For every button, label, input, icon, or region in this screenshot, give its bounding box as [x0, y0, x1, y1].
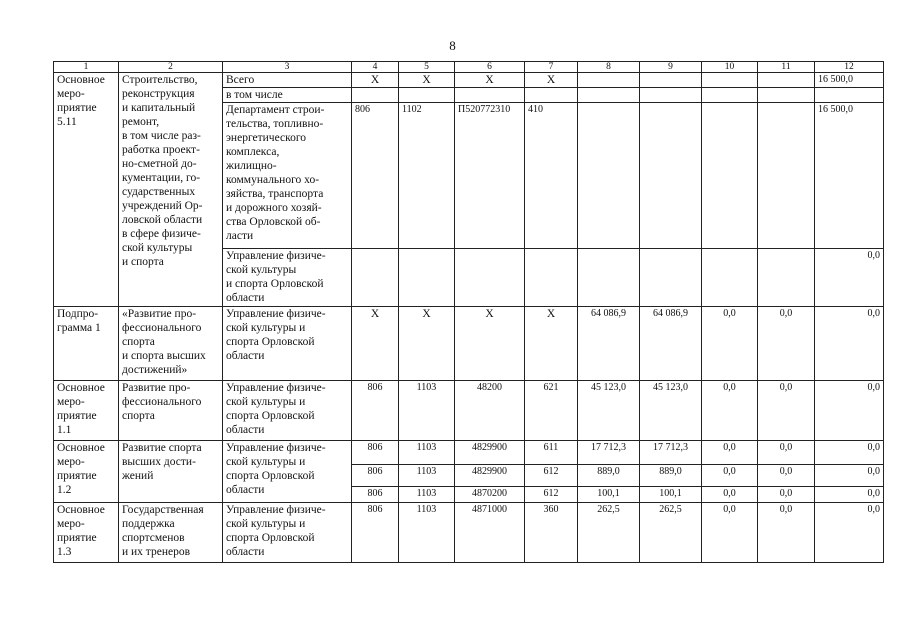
executor-cell: в том числе [223, 88, 352, 103]
value-cell: 0,0 [758, 307, 815, 381]
code-cell: 621 [525, 381, 578, 441]
code-cell: 612 [525, 465, 578, 487]
code-cell: 4829900 [455, 465, 525, 487]
value-cell: 0,0 [702, 441, 758, 465]
value-cell [578, 73, 640, 88]
code-cell: П520772310 [455, 103, 525, 249]
code-cell: 611 [525, 441, 578, 465]
header-cell: 12 [815, 62, 884, 73]
measure-1-1-description: Развитие про- фессионального спорта [119, 381, 223, 441]
value-cell: 0,0 [815, 465, 884, 487]
value-cell: 0,0 [702, 465, 758, 487]
value-cell: 0,0 [702, 381, 758, 441]
value-cell: 100,1 [640, 487, 702, 503]
value-cell: 45 123,0 [578, 381, 640, 441]
value-cell: 0,0 [758, 465, 815, 487]
header-cell: 4 [352, 62, 399, 73]
table-row [54, 503, 884, 563]
value-cell: 0,0 [702, 503, 758, 563]
measure-1-2-title: Основное меро- приятие 1.2 [54, 441, 119, 503]
code-cell: 806 [352, 503, 399, 563]
value-cell [758, 73, 815, 88]
value-cell: 100,1 [578, 487, 640, 503]
value-cell: 262,5 [578, 503, 640, 563]
value-cell [702, 73, 758, 88]
measure-1-3-title: Основное меро- приятие 1.3 [54, 503, 119, 563]
value-cell: 262,5 [640, 503, 702, 563]
code-cell: Х [525, 73, 578, 88]
value-cell: 0,0 [758, 441, 815, 465]
header-cell: 7 [525, 62, 578, 73]
value-cell: 0,0 [815, 381, 884, 441]
code-cell: 4871000 [455, 503, 525, 563]
table-row [54, 307, 884, 381]
header-cell: 3 [223, 62, 352, 73]
value-cell: 17 712,3 [578, 441, 640, 465]
value-cell: 16 500,0 [815, 73, 884, 88]
header-cell: 5 [399, 62, 455, 73]
code-cell: Х [525, 307, 578, 381]
code-cell: 360 [525, 503, 578, 563]
value-cell: 0,0 [758, 487, 815, 503]
executor-cell: Управление физиче- ской культуры и спорта Орловской области [223, 503, 352, 563]
measure-1-3-description: Государственная поддержка спортсменов и их тренеров [119, 503, 223, 563]
code-cell: 806 [352, 381, 399, 441]
measure-1-2-description: Развитие спорта высших дости- жений [119, 441, 223, 503]
executor-cell: Управление физиче- ской культуры и спорта Орловской области [223, 381, 352, 441]
value-cell: 17 712,3 [640, 441, 702, 465]
subprogram-1-description: «Развитие про- фессионального спорта и спорта высших достижений» [119, 307, 223, 381]
page-number: 8 [449, 38, 456, 53]
value-cell: 0,0 [758, 503, 815, 563]
header-row [54, 62, 884, 73]
executor-cell: Управление физиче- ской культуры и спорта Орловской области [223, 441, 352, 503]
code-cell: 1103 [399, 465, 455, 487]
code-cell: 1103 [399, 487, 455, 503]
code-cell: Х [352, 307, 399, 381]
value-cell: 0,0 [702, 487, 758, 503]
table-row [54, 381, 884, 441]
code-cell: Х [352, 73, 399, 88]
code-cell: Х [399, 307, 455, 381]
header-cell: 1 [54, 62, 119, 73]
executor-cell: Всего [223, 73, 352, 88]
code-cell: 4870200 [455, 487, 525, 503]
code-cell: Х [399, 73, 455, 88]
header-cell: 10 [702, 62, 758, 73]
subprogram-1-title: Подпро- грамма 1 [54, 307, 119, 381]
code-cell: 612 [525, 487, 578, 503]
value-cell: 0,0 [815, 307, 884, 381]
table-row [54, 441, 884, 465]
value-cell: 889,0 [640, 465, 702, 487]
value-cell: 0,0 [758, 381, 815, 441]
code-cell: 806 [352, 487, 399, 503]
code-cell: 1103 [399, 503, 455, 563]
value-cell: 889,0 [578, 465, 640, 487]
code-cell: 1102 [399, 103, 455, 249]
code-cell: 48200 [455, 381, 525, 441]
code-cell: Х [455, 73, 525, 88]
value-cell: 0,0 [815, 249, 884, 307]
value-cell: 0,0 [815, 487, 884, 503]
header-cell: 2 [119, 62, 223, 73]
table-row [54, 73, 884, 88]
code-cell: 1103 [399, 441, 455, 465]
header-cell: 11 [758, 62, 815, 73]
measure-5-11-title: Основное меро- приятие 5.11 [54, 73, 119, 307]
value-cell: 64 086,9 [578, 307, 640, 381]
header-cell: 8 [578, 62, 640, 73]
executor-cell: Управление физиче- ской культуры и спорта Орловской области [223, 249, 352, 307]
header-cell: 6 [455, 62, 525, 73]
code-cell: Х [455, 307, 525, 381]
value-cell: 0,0 [815, 503, 884, 563]
code-cell: 806 [352, 441, 399, 465]
executor-cell: Управление физиче- ской культуры и спорта Орловской области [223, 307, 352, 381]
code-cell: 806 [352, 103, 399, 249]
executor-cell: Департамент строи- тельства, топливно- энергетического комплекса, жилищно- коммунального хо- зяйства, транспорта и дорожного хозяй- ства Орловской об- ласти [223, 103, 352, 249]
budget-table [53, 61, 884, 563]
value-cell: 0,0 [815, 441, 884, 465]
value-cell: 64 086,9 [640, 307, 702, 381]
code-cell: 410 [525, 103, 578, 249]
header-cell: 9 [640, 62, 702, 73]
code-cell: 4829900 [455, 441, 525, 465]
value-cell [640, 73, 702, 88]
code-cell: 806 [352, 465, 399, 487]
measure-5-11-description: Строительство, реконструкция и капитальный ремонт, в том числе раз- работка проект- но-сметной до- кументации, го- сударственных учреждений Ор- ловской области в сфере физиче- ской культуры и спорта [119, 73, 223, 307]
value-cell: 45 123,0 [640, 381, 702, 441]
code-cell: 1103 [399, 381, 455, 441]
measure-1-1-title: Основное меро- приятие 1.1 [54, 381, 119, 441]
value-cell: 16 500,0 [815, 103, 884, 249]
value-cell: 0,0 [702, 307, 758, 381]
